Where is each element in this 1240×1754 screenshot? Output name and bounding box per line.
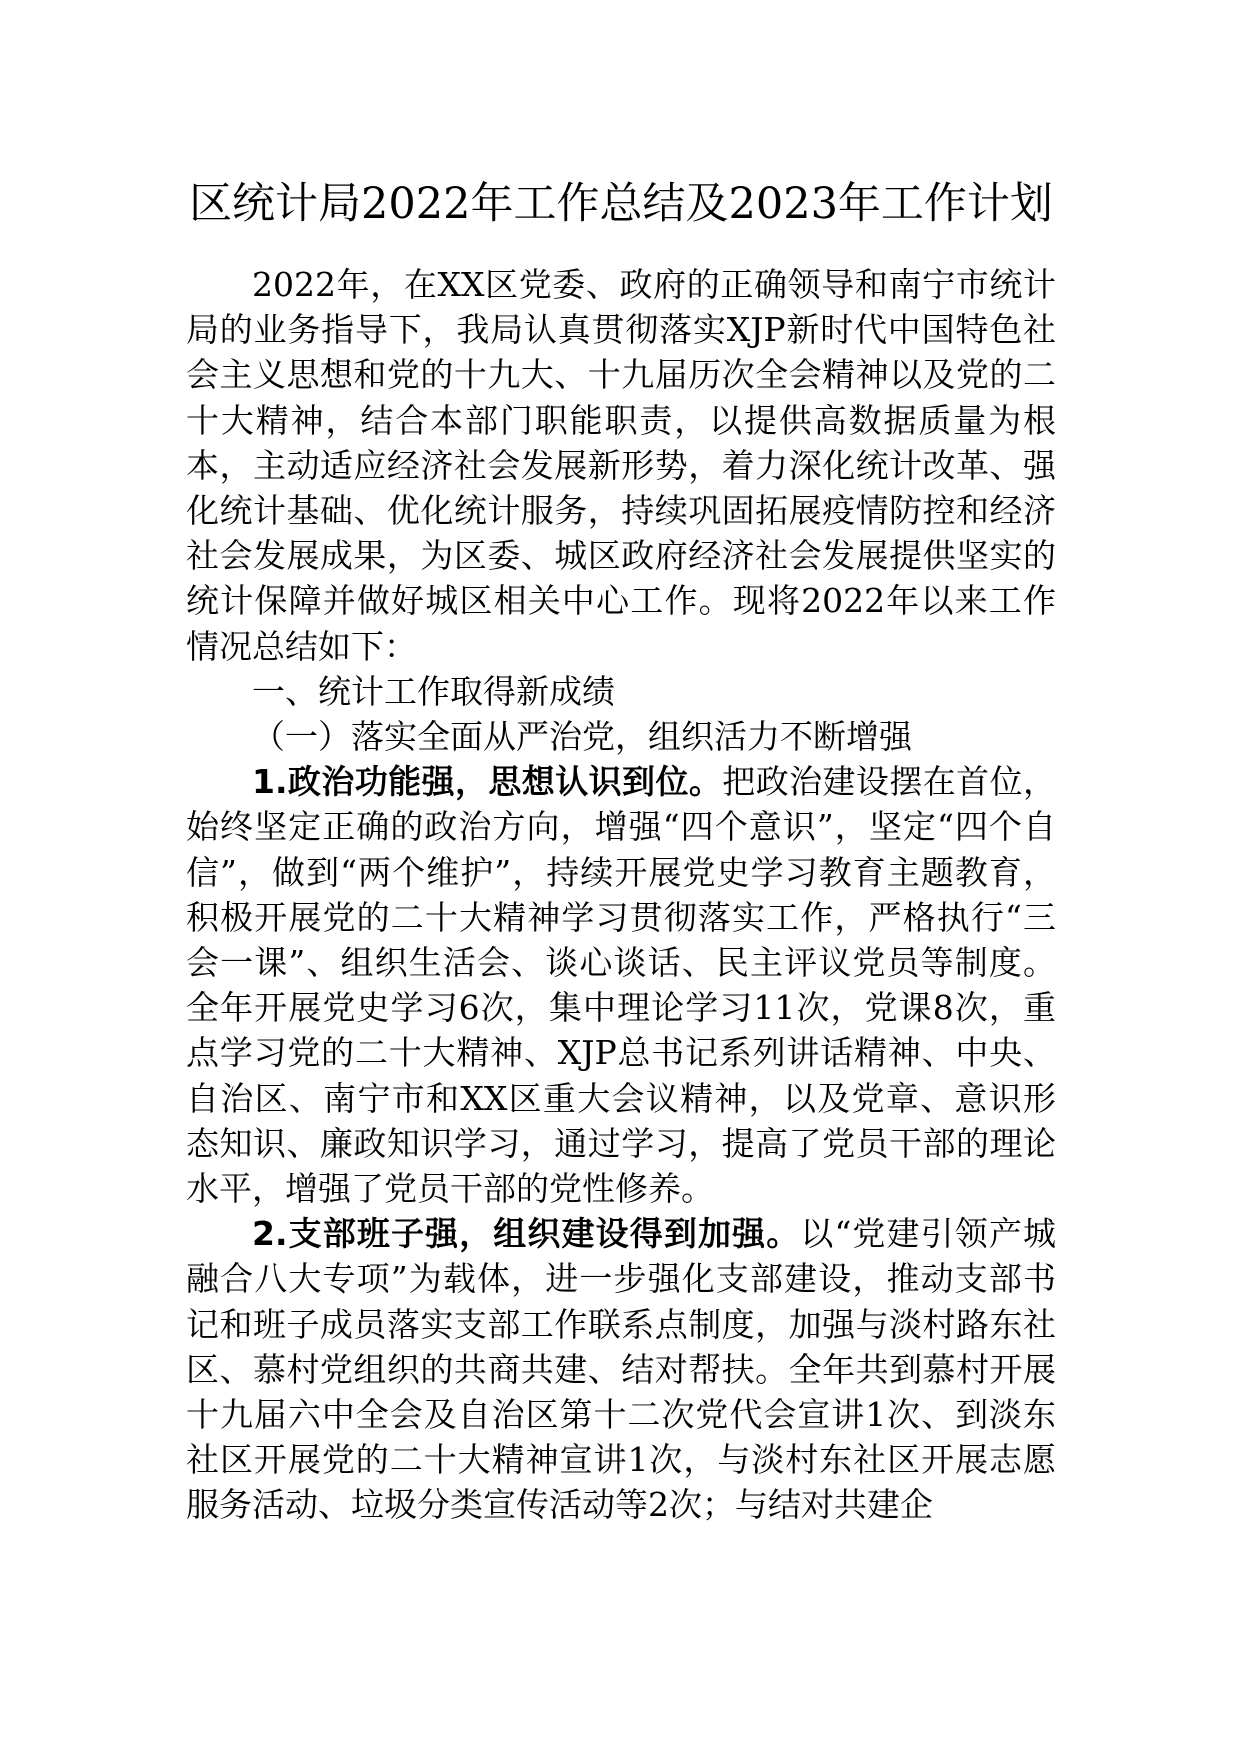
item-lead-1: 1.政治功能强，思想认识到位。 — [252, 762, 723, 802]
subsection-heading-1: （一）落实全面从严治党，组织活力不断增强 — [252, 717, 912, 757]
item-paragraph-1 — [186, 759, 1056, 1211]
item-paragraph-2 — [186, 1211, 1056, 1527]
section-heading-1: 一、统计工作取得新成绩 — [252, 671, 615, 711]
document-body — [186, 262, 1056, 1528]
document-page — [186, 160, 1056, 1528]
intro-paragraph: 2022年，在XX区党委、政府的正确领导和南宁市统计局的业务指导下，我局认真贯彻落实XJP新时代中国特色社会主义思想和党的十九大、十九届历次全会精神以及党的二十大精神，结合本部门职能职责，以提供高数据质量为根本，主动适应经济社会发展新形势，着力深化统计改革、强化统计基础、优化统计服务，持续巩固拓展疫情防控和经济社会发展成果，为区委、城区政府经济社会发展提供坚实的统计保障并做好城区相关中心工作。现将2022年以来工作情况总结如下： — [186, 265, 1056, 666]
document-title: 区统计局2022年工作总结及2023年工作计划 — [189, 179, 1053, 229]
item-text-2: 以“党建引领产城融合八大专项”为载体，进一步强化支部建设，推动支部书记和班子成员落实支部工作联系点制度，加强与淡村路东社区、慕村党组织的共商共建、结对帮扶。全年共到慕村开展十九届六中全会及自治区第十二次党代会宣讲1次、到淡东社区开展党的二十大精神宣讲1次，与淡村东社区开展志愿服务活动、垃圾分类宣传活动等2次；与结对共建企 — [186, 1214, 1056, 1525]
item-lead-2: 2.支部班子强，组织建设得到加强。 — [252, 1214, 801, 1254]
item-text-1: 把政治建设摆在首位，始终坚定正确的政治方向，增强“四个意识”，坚定“四个自信”，做到“两个维护”，持续开展党史学习教育主题教育，积极开展党的二十大精神学习贯彻落实工作，严格执行“三会一课”、组织生活会、谈心谈话、民主评议党员等制度。全年开展党史学习6次，集中理论学习11次，党课8次，重点学习党的二十大精神、XJP总书记系列讲话精神、中央、自治区、南宁市和XX区重大会议精神，以及党章、意识形态知识、廉政知识学习，通过学习，提高了党员干部的理论水平，增强了党员干部的党性修养。 — [186, 762, 1056, 1209]
